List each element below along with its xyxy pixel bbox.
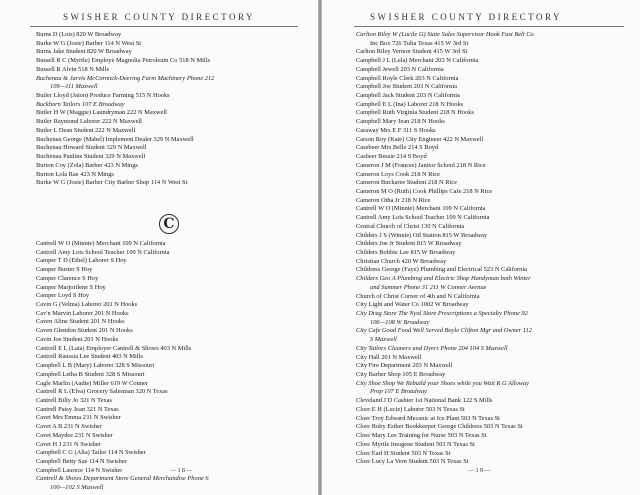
directory-entry: Cloer Troy Edward Mecanic at Ice Plant 503 N Texas St (356, 414, 500, 422)
directory-entry: Cameron Buckaree Student 218 N Rice (356, 179, 457, 187)
directory-entry: Inc Box 726 Tulia Texas 415 W 3rd St (370, 39, 469, 47)
directory-entry: 109—111 Maxwell (50, 83, 98, 91)
directory-entry: Caven Glendon Student 201 N Hooks (36, 327, 133, 335)
header-rule (30, 26, 298, 27)
directory-entry: Cleveland J D Cashier 1st National Bank 122 S Mills (356, 397, 493, 405)
directory-entries-bottom (36, 240, 306, 493)
page-header: SWISHER COUNTY DIRECTORY (370, 12, 563, 22)
directory-entry: Cloer Ruby Esther Bookkeeper George Childress 503 N Texas St (356, 423, 523, 431)
directory-entry: Childers Bobbie Lee 815 W Broadway (356, 248, 456, 256)
directory-entry: Burns Jake Student 820 W Broadway (36, 48, 132, 56)
directory-entry: Cavin G (Velma) Laborer 201 N Hooks (36, 301, 138, 309)
directory-entry: Cloer Myrtle Imogene Student 503 N Texas St (356, 440, 475, 448)
directory-entry: S Maxwell (370, 336, 397, 344)
directory-entry: Cantrell Amy Lois School Teacher 109 N California (356, 214, 490, 222)
directory-entry: Camper Clarence S Hoy (36, 274, 99, 282)
right-page (322, 0, 640, 495)
directory-entry: and Summer Phone 31 211 W Conner Avenue (370, 283, 487, 291)
directory-entry: Carlton Riley W (Lucile G) State Sales Supervisor Hook Fast Belt Co (356, 31, 534, 38)
directory-entry: Cantrell R L (Elva) Grocery Salesman 320 N Texas (36, 388, 168, 396)
directory-entry: Central Church of Christ 130 N California (356, 222, 465, 230)
directory-entry: Campbell L B (Mary) Laborer 328 S Missouri (36, 362, 155, 370)
page-number: —18— (170, 467, 194, 474)
page-header: SWISHER COUNTY DIRECTORY (62, 12, 255, 22)
directory-entry: Campbell Letha B Student 328 S Missouri (36, 370, 145, 378)
directory-entry: Cavet A B 231 N Swisher (36, 423, 102, 431)
directory-entry: Burke W G (Josie) Barber 114 N West St (36, 39, 142, 47)
directory-entry: Burns D (Lois) 820 W Broadway (36, 31, 122, 38)
directory-entry: Childers J S (Winnie) Oil Station 815 W Broadway (356, 231, 488, 239)
directory-entry: Cantrell & Shows Department Store General Merchandise Phone 6 (36, 475, 209, 483)
section-letter (158, 208, 180, 234)
header-rule (354, 26, 624, 27)
directory-entry: 106—108 W Broadway (370, 318, 430, 326)
directory-entry: Childers Geo A Plumbing and Electric Shop Handyman both Winter (356, 275, 531, 283)
directory-entry: City Fire Department 203 N Maxwell (356, 362, 453, 370)
directory-entry: Cameron J M (Frances) Janitor School 218 N Rice (356, 161, 486, 169)
directory-entry: Cantrell E L (Lata) Employer Cantrell & Shows 403 N Mills (36, 344, 192, 352)
directory-entry: Church of Christ Corner of 4th and N California (356, 292, 480, 300)
directory-entry: Burton Lola Rae 423 N Mings (36, 170, 114, 178)
directory-entry: City Barber Shop 105 E Broadway (356, 371, 446, 379)
directory-entry: Camper Buster S Hoy (36, 266, 93, 274)
directory-entry: Casebeer Mrs Belle 214 S Boyd (356, 144, 439, 152)
directory-entry: Cloer E H (Lucie) Laborer 503 N Texas St (356, 405, 465, 413)
directory-entry: Campbell Jewell 203 N California (356, 65, 444, 73)
directory-entry: City Drug Store The Nyal Store Prescriptions a Specialty Phone 92 (356, 310, 528, 317)
directory-entry: Buchenau Pauline Student 329 N Maxwell (36, 153, 146, 161)
directory-entry: Camper T D (Ethel) Laborer S Hoy (36, 257, 127, 265)
directory-entry: Cavin Joe Student 201 N Hooks (36, 335, 119, 343)
directory-entry: City Light and Water Co 1002 W Broadway (356, 301, 469, 309)
directory-entry: Prop 107 E Broadway (370, 388, 427, 396)
directory-entry: Campbell Betty Sue 114 N Swisher (36, 457, 127, 465)
directory-entry: Camper Marjorilene S Hoy (36, 283, 106, 291)
directory-entry: Cameron Loys Cook 218 N Rice (356, 170, 440, 178)
directory-entry: Butler Raymond Laborer 222 N Maxwell (36, 118, 142, 126)
directory-entry: Caraway Mrs E F 311 S Hooks (356, 126, 436, 134)
directory-entry: City Tailors Cleaners and Dyers Phone 204 104 S Maxwell (356, 344, 508, 352)
directory-entry: City Shoe Shop We Rebuild your Shoes while you Wait R G Alloway (356, 379, 530, 387)
directory-entry: Cloer Mary Lee Training for Nurse 503 N Texas St (356, 432, 487, 440)
directory-entry: Butler L Dean Student 222 N Maxwell (36, 126, 136, 134)
directory-entry: Campbell Mary Jean 218 N Hooks (356, 118, 445, 126)
directory-entry: Cav'n Marvin Laborer 201 N Hooks (36, 309, 129, 317)
directory-entry: Campbell Joe Student 203 N California (356, 83, 457, 91)
directory-entry: Cagle Marlin (Audie) Miller 619 W Conner (36, 379, 148, 387)
directory-entry: Buchenau Howard Student 329 N Maxwell (36, 144, 147, 152)
directory-entry: Camper Loyd S Hoy (36, 292, 90, 300)
directory-entry: Cameron Otha Jr 218 N Rice (356, 196, 431, 204)
directory-entry: Childers Joe Jr Student 815 W Broadway (356, 240, 462, 248)
left-page (0, 0, 318, 495)
directory-entry: Cloer Lucy La Vern Student 503 N Texas St (356, 458, 469, 466)
directory-entries (356, 31, 632, 467)
directory-entry: Campbell J L (Lela) Merchant 203 N California (356, 57, 479, 65)
directory-entries-top (36, 31, 306, 188)
directory-entry: Carlton Riley Vernon Student 415 W 3rd St (356, 48, 468, 56)
directory-entry: Buckhorn Tailors 107 E Broadway (36, 100, 125, 108)
directory-entry: Campbell C G (Alta) Tailor 114 N Swisher (36, 449, 146, 457)
directory-entry: Christian Church 420 W Broadway (356, 257, 447, 265)
directory-entry: Cantrell Amy Lois School Teacher 109 N California (36, 248, 170, 256)
directory-entry: Cantrell W O (Minnie) Merchant 109 N California (36, 240, 166, 247)
directory-entry: Bussell R Alvin 518 N Mills (36, 65, 109, 73)
directory-entry: 100—102 S Maxwell (50, 484, 104, 492)
directory-entry: Cavet Mrs Emma 231 N Swisher (36, 414, 121, 422)
directory-entry: Burton Coy (Zola) Barber 423 N Mings (36, 161, 138, 169)
section-letter-glyph: C (159, 214, 179, 234)
directory-entry: Cavet Maydee 231 N Swisher (36, 431, 113, 439)
directory-entry: Buchenau George (Mabel) Implement Dealer 329 N Maxwell (36, 135, 194, 143)
directory-entry: Casbeer Bessie 214 S Boyd (356, 153, 427, 161)
directory-entry: Campbell Laurece 114 N Swisher (36, 466, 123, 474)
directory-entry: Burke W G (Josie) Barber City Barber Shop 114 N West St (36, 179, 188, 187)
directory-entry: City Cafe Good Food Well Served Boyle Clifton Mgr and Owner 112 (356, 327, 532, 335)
directory-entry: Butler H W (Maggie) Laundryman 222 N Maxwell (36, 109, 167, 117)
directory-entry: Carson Roy (Kate) City Engineer 422 N Maxwell (356, 135, 484, 143)
directory-entry: Cavet H J 231 N Swisher (36, 440, 101, 448)
directory-entry: Cantrell Raussia Lee Student 403 N Mills (36, 353, 143, 361)
directory-entry: Campbell Royle Clerk 203 N California (356, 74, 459, 82)
directory-entry: City Hall 201 N Maxwell (356, 353, 422, 361)
directory-entry: Campbell E L (Ina) Laborer 218 N Hooks (356, 100, 464, 108)
directory-entry: Cloer Earl H Student 503 N Texas St (356, 449, 451, 457)
directory-entry: Cameron M O (Ruth) Cook Phillips Cafe 218 N Rice (356, 187, 493, 195)
directory-entry: Butler Lloyd (Jaton) Produce Farming 515 N Hooks (36, 92, 170, 100)
directory-entry: Campbell Ruth Virginia Student 218 N Hooks (356, 109, 474, 117)
page-number: —19— (468, 467, 492, 474)
directory-entry: Buchenau & Jarvis McCormick-Deering Farm Machinery Phone 212 (36, 74, 215, 82)
directory-entry: Childress George (Faye) Plumbing and Electrical 523 N California (356, 266, 527, 274)
directory-entry: Campbell Jack Student 203 N California (356, 92, 460, 100)
directory-entry: Cantrell Billy Jo 321 N Texas (36, 396, 112, 404)
directory-entry: Cantrell W O (Minnie) Merchant 109 N California (356, 205, 486, 213)
directory-entry: Cantrell Patsy Jean 321 N Texas (36, 405, 119, 413)
directory-entry: Caven Aline Student 201 N Hooks (36, 318, 125, 326)
directory-entry: Bussell R C (Myrtle) Employe Magnolia Petroleum Co 518 N Mills (36, 57, 210, 65)
